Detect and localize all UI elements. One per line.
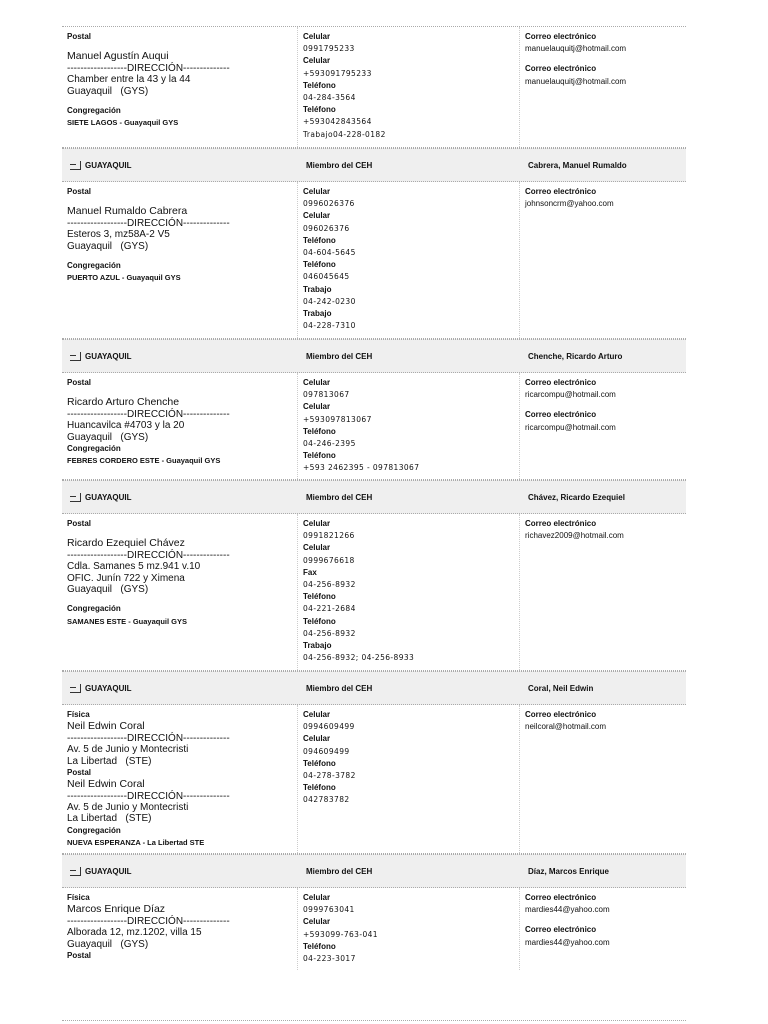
phone-value: 094609499 — [303, 746, 350, 756]
email-label: Correo electrónico — [525, 410, 597, 420]
direccion-divider: ------------------DIRECCIÓN-------------- — [67, 732, 230, 744]
group-icon — [70, 684, 81, 693]
phone-label: Celular — [303, 211, 331, 221]
email-link[interactable]: neilcoral@hotmail.com — [525, 722, 607, 732]
phone-label: Teléfono — [303, 426, 336, 436]
phone-value: 04-278-3782 — [303, 771, 356, 781]
direccion-divider: ------------------DIRECCIÓN-------------- — [67, 408, 230, 420]
email-label: Correo electrónico — [525, 710, 597, 719]
phone-value: +593097813067 — [303, 414, 372, 424]
page-footer-divider — [62, 1020, 686, 1021]
phone-value: 04-256-8932 — [303, 628, 356, 638]
contact-record — [62, 338, 686, 479]
contact-record — [62, 670, 686, 853]
group-icon — [70, 493, 81, 502]
record-header-name: Chávez, Ricardo Ezequiel — [528, 492, 625, 502]
email-link[interactable]: ricarcompu@hotmail.com — [525, 390, 616, 400]
member-label: Miembro del CEH — [306, 866, 373, 876]
phone-value: 0996026376 — [303, 199, 355, 209]
contact-record — [62, 853, 686, 970]
email-column — [520, 514, 686, 670]
phone-column — [298, 705, 520, 853]
congregation-label: Congregación — [67, 443, 121, 453]
phone-column — [298, 27, 520, 147]
direccion-divider: ------------------DIRECCIÓN-------------- — [67, 217, 230, 229]
email-link[interactable]: ricarcompu@hotmail.com — [525, 422, 616, 432]
address-line: Av. 5 de Junio y Montecristi — [67, 802, 189, 814]
postal-label: Postal — [67, 950, 92, 960]
congregation-value: SAMANES ESTE - Guayaquil GYS — [67, 616, 188, 626]
address-column — [62, 373, 298, 479]
email-column — [520, 888, 686, 970]
contact-name: Ricardo Arturo Chenche — [67, 396, 180, 409]
address-column — [62, 705, 298, 853]
email-link[interactable]: johnsoncrm@yahoo.com — [525, 199, 614, 209]
direccion-divider: ------------------DIRECCIÓN-------------- — [67, 549, 230, 561]
address-line: Chamber entre la 43 y la 44 — [67, 74, 191, 86]
phone-value: 04-256-8932 — [303, 580, 356, 590]
address-column — [62, 27, 298, 147]
address-line: OFIC. Junín 722 y Ximena — [67, 572, 185, 584]
fisica-label: Física — [67, 893, 90, 902]
phone-value: 04-256-8932; 04-256-8933 — [303, 653, 415, 663]
phone-label: Teléfono — [303, 758, 336, 768]
postal-label: Postal — [67, 378, 92, 387]
postal-label: Postal — [67, 767, 92, 777]
postal-label: Postal — [67, 519, 92, 528]
congregation-label: Congregación — [67, 604, 121, 614]
record-header — [62, 148, 686, 182]
email-column — [520, 705, 686, 853]
congregation-value: SIETE LAGOS - Guayaquil GYS — [67, 118, 179, 128]
phone-value: 097813067 — [303, 390, 350, 400]
postal-label: Postal — [67, 32, 92, 41]
record-header-name: Díaz, Marcos Enrique — [528, 866, 609, 876]
group-icon — [70, 867, 81, 876]
email-label: Correo electrónico — [525, 925, 597, 935]
phone-label: Trabajo — [303, 284, 332, 294]
phone-label: Teléfono — [303, 941, 336, 951]
contact-name: Neil Edwin Coral — [67, 720, 145, 733]
phone-column — [298, 373, 520, 479]
address-column — [62, 182, 298, 338]
phone-label: Celular — [303, 734, 331, 744]
phone-value: 04-228-7310 — [303, 321, 356, 331]
contact-name: Manuel Rumaldo Cabrera — [67, 205, 188, 218]
phone-label: Celular — [303, 543, 331, 553]
phone-label: Celular — [303, 917, 331, 927]
direccion-divider: ------------------DIRECCIÓN-------------- — [67, 790, 230, 802]
city-label: GUAYAQUIL — [85, 866, 132, 876]
phone-value: 042783782 — [303, 795, 350, 805]
phone-value: 0999676618 — [303, 555, 355, 565]
phone-value: 04-242-0230 — [303, 296, 356, 306]
record-header-name: Cabrera, Manuel Rumaldo — [528, 160, 627, 170]
email-column — [520, 182, 686, 338]
congregation-value: FEBRES CORDERO ESTE - Guayaquil GYS — [67, 456, 221, 466]
contact-name: Marcos Enrique Díaz — [67, 903, 166, 916]
address-line: Guayaquil (GYS) — [67, 240, 149, 252]
address-line: Huancavilca #4703 y la 20 — [67, 420, 185, 432]
record-header — [62, 339, 686, 373]
phone-label: Celular — [303, 56, 331, 66]
phone-value: 0991821266 — [303, 531, 355, 541]
phone-value: 096026376 — [303, 223, 350, 233]
contact-record — [62, 479, 686, 670]
group-icon — [70, 161, 81, 170]
phone-label: Celular — [303, 378, 331, 387]
contact-name: Ricardo Ezequiel Chávez — [67, 537, 185, 550]
address-line: Esteros 3, mz58A-2 V5 — [67, 229, 170, 241]
congregation-value: NUEVA ESPERANZA - La Libertad STE — [67, 838, 205, 848]
record-header — [62, 854, 686, 888]
phone-label: Teléfono — [303, 592, 336, 602]
record-header — [62, 671, 686, 705]
email-link[interactable]: mardies44@yahoo.com — [525, 937, 610, 947]
email-link[interactable]: richavez2009@hotmail.com — [525, 531, 624, 541]
record-header-name: Chenche, Ricardo Arturo — [528, 351, 623, 361]
congregation-label: Congregación — [67, 260, 121, 270]
email-label: Correo electrónico — [525, 32, 597, 41]
city-label: GUAYAQUIL — [85, 351, 132, 361]
address-column — [62, 514, 298, 670]
group-icon — [70, 352, 81, 361]
phone-value: 0991795233 — [303, 44, 355, 54]
phone-value: 04-223-3017 — [303, 954, 356, 964]
phone-value: 046045645 — [303, 272, 350, 282]
phone-value: +593099-763-041 — [303, 929, 378, 939]
email-label: Correo electrónico — [525, 187, 597, 196]
email-label: Correo electrónico — [525, 519, 597, 528]
phone-label: Celular — [303, 710, 331, 719]
address-line: Guayaquil (GYS) — [67, 431, 149, 443]
contact-name: Manuel Agustín Auqui — [67, 50, 169, 63]
city-label: GUAYAQUIL — [85, 492, 132, 502]
contact-directory — [62, 26, 686, 970]
address-line: Av. 5 de Junio y Montecristi — [67, 744, 189, 756]
phone-label: Celular — [303, 519, 331, 528]
phone-column — [298, 514, 520, 670]
address-line: Alborada 12, mz.1202, villa 15 — [67, 927, 202, 939]
phone-value: 04-604-5645 — [303, 248, 356, 258]
phone-label: Teléfono — [303, 105, 336, 115]
address-line: Guayaquil (GYS) — [67, 85, 149, 97]
phone-label: Teléfono — [303, 235, 336, 245]
phone-label: Teléfono — [303, 80, 336, 90]
email-link[interactable]: manuelauquitj@hotmail.com — [525, 76, 627, 86]
phone-label: Celular — [303, 32, 331, 41]
member-label: Miembro del CEH — [306, 351, 373, 361]
email-column — [520, 373, 686, 479]
contact-name: Neil Edwin Coral — [67, 778, 145, 791]
phone-column — [298, 182, 520, 338]
postal-label: Postal — [67, 187, 92, 196]
phone-value: 04-284-3564 — [303, 93, 356, 103]
phone-value: 0994609499 — [303, 722, 355, 732]
city-label: GUAYAQUIL — [85, 160, 132, 170]
phone-label: Fax — [303, 567, 317, 577]
email-label: Correo electrónico — [525, 893, 597, 902]
record-header-name: Coral, Neil Edwin — [528, 683, 594, 693]
phone-label: Teléfono — [303, 260, 336, 270]
email-column — [520, 27, 686, 147]
phone-value: +593091795233 — [303, 68, 372, 78]
phone-label: Trabajo — [303, 641, 332, 651]
email-link[interactable]: mardies44@yahoo.com — [525, 905, 610, 915]
congregation-value: PUERTO AZUL - Guayaquil GYS — [67, 273, 181, 283]
email-link[interactable]: manuelauquitj@hotmail.com — [525, 44, 627, 54]
member-label: Miembro del CEH — [306, 492, 373, 502]
phone-label: Celular — [303, 187, 331, 196]
phone-value: Trabajo04-228-0182 — [303, 129, 386, 139]
email-label: Correo electrónico — [525, 64, 597, 74]
phone-column — [298, 888, 520, 970]
phone-value: 04-221-2684 — [303, 604, 356, 614]
address-line: Guayaquil (GYS) — [67, 938, 149, 950]
address-line: Guayaquil (GYS) — [67, 583, 149, 595]
phone-label: Celular — [303, 893, 331, 902]
phone-value: 04-246-2395 — [303, 439, 356, 449]
congregation-label: Congregación — [67, 105, 121, 115]
member-label: Miembro del CEH — [306, 160, 373, 170]
address-line: La Libertad (STE) — [67, 813, 152, 825]
direccion-divider: ------------------DIRECCIÓN-------------- — [67, 915, 230, 927]
phone-label: Teléfono — [303, 616, 336, 626]
phone-label: Celular — [303, 402, 331, 412]
record-header — [62, 480, 686, 514]
phone-value: +593 2462395 - 097813067 — [303, 463, 420, 473]
phone-label: Teléfono — [303, 451, 336, 461]
email-label: Correo electrónico — [525, 378, 597, 387]
member-label: Miembro del CEH — [306, 683, 373, 693]
phone-label: Trabajo — [303, 309, 332, 319]
contact-record — [62, 147, 686, 338]
congregation-label: Congregación — [67, 825, 121, 835]
phone-value: +593042843564 — [303, 117, 372, 127]
phone-value: 0999763041 — [303, 905, 355, 915]
address-line: Cdla. Samanes 5 mz.941 v.10 — [67, 561, 201, 573]
direccion-divider: ------------------DIRECCIÓN-------------- — [67, 62, 230, 74]
fisica-label: Física — [67, 710, 90, 719]
city-label: GUAYAQUIL — [85, 683, 132, 693]
contact-record — [62, 26, 686, 147]
phone-label: Teléfono — [303, 783, 336, 793]
address-line: La Libertad (STE) — [67, 755, 152, 767]
address-column — [62, 888, 298, 970]
